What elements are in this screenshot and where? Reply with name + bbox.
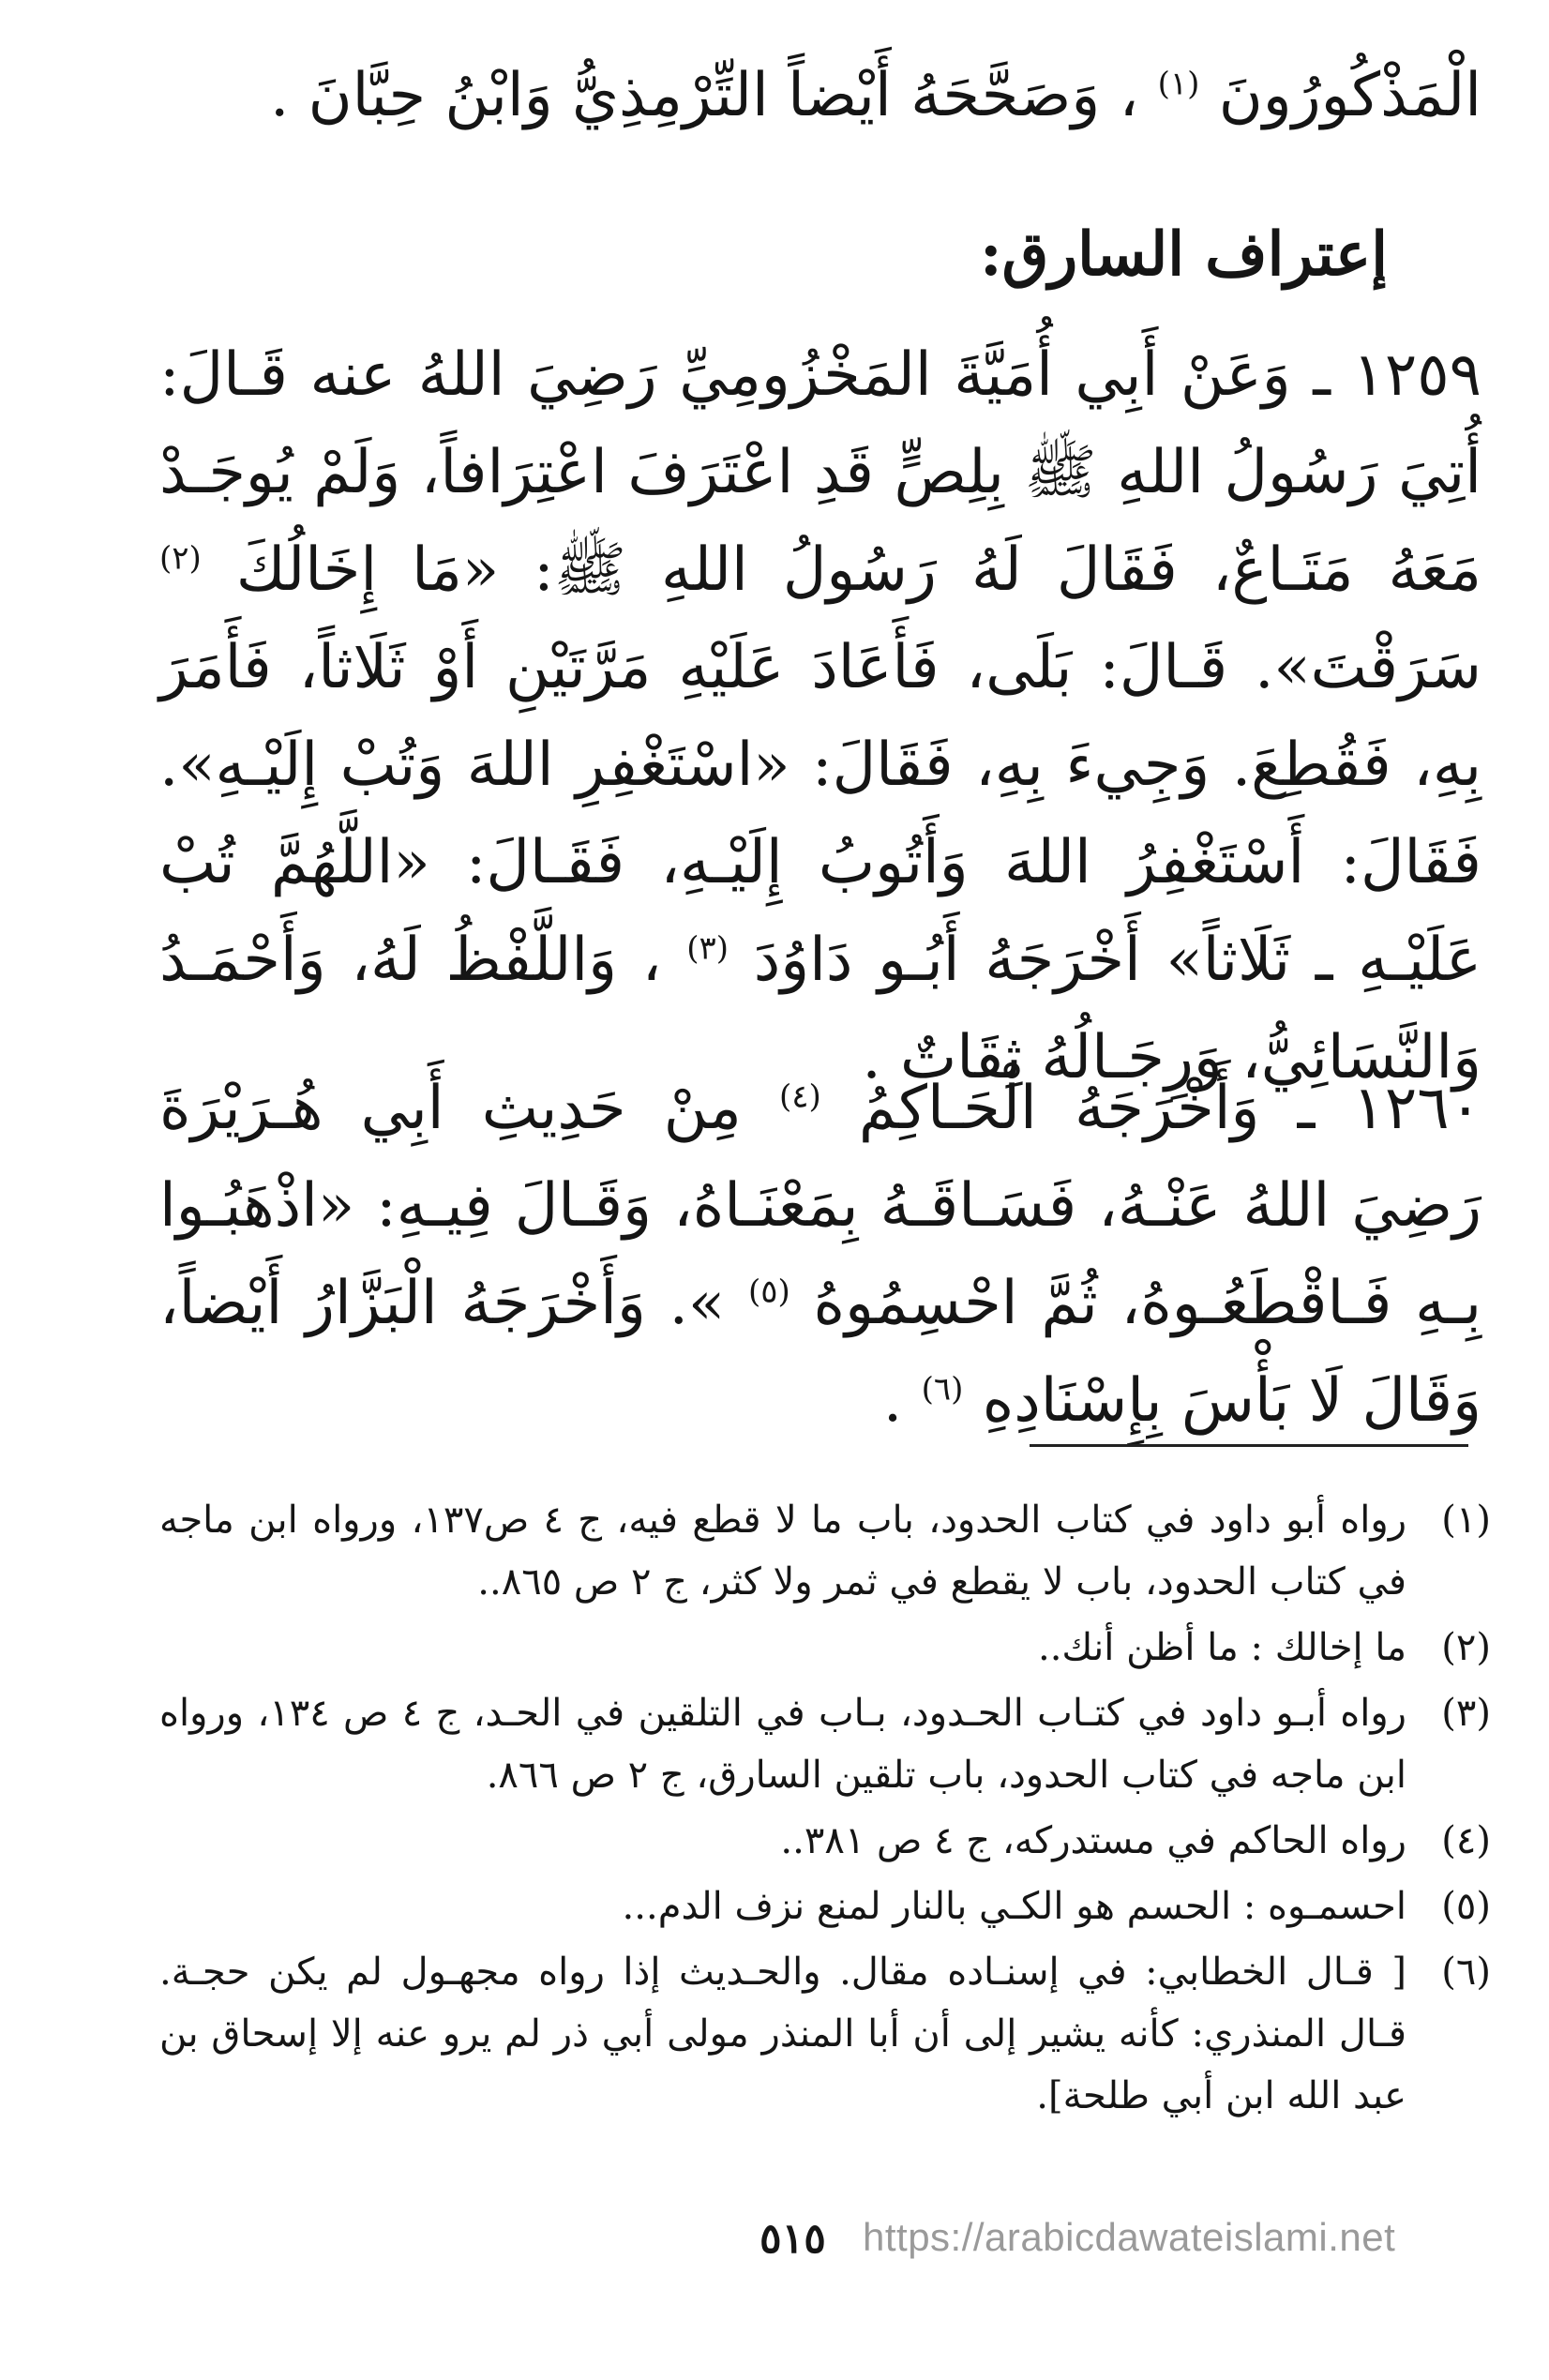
footnote-text: رواه أبو داود في كتاب الحدود، باب ما لا قطع فيه، ج ٤ ص١٣٧، ورواه ابن ماجه في كتاب الحدود، باب لا يقطع في ثمر ولا كثر، ج ٢ ص ٨٦٥.. <box>159 1499 1407 1604</box>
footnote-ref-4: (٤) <box>778 1077 821 1116</box>
footnotes <box>159 1489 1491 2131</box>
footnote-text: رواه الحاكم في مستدركه، ج ٤ ص ٣٨١.. <box>780 1819 1406 1862</box>
hadith-1259-paragraph <box>159 326 1481 1107</box>
continuation-text-start: الْمَذْكُورُونَ <box>1218 61 1481 130</box>
footnote-ref-1: (١) <box>1157 65 1200 103</box>
footnote-number: (٢) <box>1441 1626 1491 1669</box>
footnote-number: (٦) <box>1441 1951 1491 1994</box>
footnote-number: (١) <box>1441 1499 1491 1542</box>
continuation-line <box>159 47 1481 144</box>
watermark-url: https://arabicdawateislami.net <box>863 2215 1396 2259</box>
footnote-text: رواه أبـو داود في كتـاب الحـدود، بـاب في التلقين في الحـد، ج ٤ ص ١٣٤، ورواه ابن ماجه في كتاب الحدود، باب تلقين السارق، ج ٢ ص ٨٦٦. <box>159 1692 1406 1797</box>
footnote <box>159 1682 1491 1806</box>
hadith-1260-text-2: مِنْ حَدِيثِ أَبِي هُـرَيْرَةَ رَضِيَ اللهُ عَنْـهُ، فَسَـاقَـهُ بِمَعْنَـاهُ، وَقَـالَ فِيـهِ: «اذْهَبُـوا بِـهِ فَـاقْطَعُـوهُ، ثُمَّ احْسِمُوهُ <box>159 1074 1482 1338</box>
footnote <box>159 1810 1491 1872</box>
footnote-separator <box>1030 1444 1468 1447</box>
footnote-text: احسمـوه : الحسم هو الكـي بالنار لمنع نزف الدم... <box>622 1885 1406 1928</box>
footnote <box>159 1875 1491 1937</box>
hadith-1259-text-2: سَرَقْتَ». قَـالَ: بَلَى، فَأَعَادَ عَلَيْهِ مَرَّتَيْنِ أَوْ ثَلَاثاً، فَأَمَرَ بِهِ، فَقُطِعَ. وَجِيءَ بِهِ، فَقَالَ: «اسْتَغْفِرِ اللهَ وَتُبْ إِلَيْـهِ». فَقَالَ: أَسْتَغْفِرُ اللهَ وَأَتُوبُ إِلَيْـهِ، فَقَـالَ: «اللَّهُمَّ تُبْ عَلَيْـهِ ـ ثَلَاثاً» أَخْرَجَهُ أَبُـو دَاوُدَ <box>159 633 1482 995</box>
footnote-number: (٤) <box>1441 1819 1491 1862</box>
footnote-text: ما إخالك : ما أظن أنك.. <box>1038 1626 1406 1669</box>
hadith-1259-text-1: ١٢٥٩ ـ وَعَنْ أَبِي أُمَيَّةَ المَخْزُومِيِّ رَضِيَ اللهُ عنه قَـالَ: أُتِيَ رَسُولُ اللهِ ﷺ بِلِصٍّ قَدِ اعْتَرَفَ اعْتِرَافاً، وَلَمْ يُوجَـدْ مَعَهُ مَتَـاعٌ، فَقَالَ لَهُ رَسُولُ اللهِ ﷺ: «مَا إِخَالُكَ <box>159 340 1482 605</box>
page-number: ٥١٥ <box>759 2215 826 2263</box>
footnote-number: (٣) <box>1441 1692 1491 1735</box>
footnote <box>159 1489 1491 1613</box>
footnote-ref-6: (٦) <box>921 1370 964 1408</box>
continuation-text-end: ، وَصَحَّحَهُ أَيْضاً التِّرْمِذِيُّ وَابْنُ حِبَّانَ . <box>269 61 1139 130</box>
section-heading: إعتراف السارق: <box>979 219 1388 290</box>
hadith-1259-text-3: ، وَاللَّفْظُ لَهُ، وَأَحْمَـدُ وَالنَّسَائِيُّ، وَرِجَـالُهُ ثِقَاتٌ . <box>159 926 1481 1092</box>
hadith-1260-text-1: ١٢٦٠ ـ وَأَخْرَجَهُ الْحَـاكِمُ <box>858 1074 1482 1143</box>
hadith-1260-text-4: . <box>882 1366 903 1436</box>
footnote <box>159 1617 1491 1679</box>
footnote-number: (٥) <box>1441 1885 1491 1928</box>
footnote-ref-2: (٢) <box>159 539 202 578</box>
footnote-text: [ قـال الخطابي: في إسنـاده مقال. والحـديث إذا رواه مجهـول لم يكن حجـة. قـال المنذري: كأنه يشير إلى أن أبا المنذر مولى أبي ذر لم يرو عنه إلا إسحاق بن عبد الله ابن أبي طلحة]. <box>159 1951 1406 2117</box>
footnote-ref-3: (٣) <box>686 929 729 968</box>
hadith-1260-paragraph <box>159 1060 1481 1450</box>
footnote-ref-5: (٥) <box>747 1273 790 1311</box>
footnote <box>159 1941 1491 2127</box>
hadith-1260-text-3: ». وَأَخْرَجَهُ الْبَزَّارُ أَيْضاً، وَقَالَ لَا بَأْسَ بِإِسْنَادِهِ <box>159 1269 1481 1436</box>
